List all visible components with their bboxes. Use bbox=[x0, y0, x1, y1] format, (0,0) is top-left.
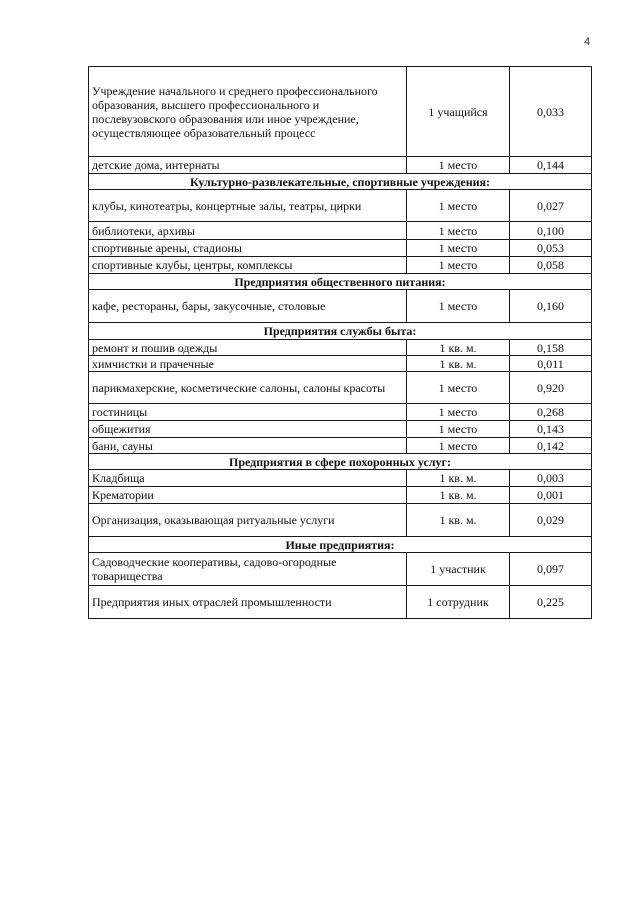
norm-value-cell: 0,143 bbox=[510, 421, 592, 438]
unit-cell: 1 участник bbox=[407, 553, 510, 586]
table-row bbox=[89, 240, 592, 257]
unit-cell: 1 кв. м. bbox=[407, 504, 510, 537]
table-row bbox=[89, 190, 592, 222]
facility-name-cell: кафе, рестораны, бары, закусочные, столовые bbox=[89, 290, 407, 323]
section-title: Культурно-развлекательные, спортивные учреждения: bbox=[89, 174, 592, 190]
table-row bbox=[89, 290, 592, 323]
facility-name-cell: Крематории bbox=[89, 487, 407, 504]
unit-cell: 1 место bbox=[407, 190, 510, 222]
table-row bbox=[89, 67, 592, 157]
page-number: 4 bbox=[584, 36, 591, 48]
table-row bbox=[89, 586, 592, 619]
norms-table bbox=[88, 66, 592, 619]
facility-name-cell: спортивные клубы, центры, комплексы bbox=[89, 257, 407, 274]
norm-value-cell: 0,144 bbox=[510, 157, 592, 174]
facility-name-cell: химчистки и прачечные bbox=[89, 356, 407, 372]
norm-value-cell: 0,058 bbox=[510, 257, 592, 274]
unit-cell: 1 учащийся bbox=[407, 67, 510, 157]
norm-value-cell: 0,142 bbox=[510, 438, 592, 454]
table-row bbox=[89, 421, 592, 438]
facility-name-cell: ремонт и пошив одежды bbox=[89, 340, 407, 356]
table-row bbox=[89, 504, 592, 537]
table-row bbox=[89, 356, 592, 372]
section-title: Предприятия службы быта: bbox=[89, 323, 592, 340]
section-title: Предприятия общественного питания: bbox=[89, 274, 592, 290]
unit-cell: 1 кв. м. bbox=[407, 470, 510, 487]
unit-cell: 1 место bbox=[407, 421, 510, 438]
table-row bbox=[89, 222, 592, 240]
facility-name-cell: клубы, кинотеатры, концертные залы, театры, цирки bbox=[89, 190, 407, 222]
norm-value-cell: 0,097 bbox=[510, 553, 592, 586]
unit-cell: 1 место bbox=[407, 257, 510, 274]
norm-value-cell: 0,027 bbox=[510, 190, 592, 222]
table-row bbox=[89, 404, 592, 421]
unit-cell: 1 место bbox=[407, 290, 510, 323]
norm-value-cell: 0,029 bbox=[510, 504, 592, 537]
unit-cell: 1 кв. м. bbox=[407, 487, 510, 504]
facility-name-cell: Предприятия иных отраслей промышленности bbox=[89, 586, 407, 619]
unit-cell: 1 кв. м. bbox=[407, 340, 510, 356]
facility-name-cell: Кладбища bbox=[89, 470, 407, 487]
facility-name-cell: общежития bbox=[89, 421, 407, 438]
section-header-row bbox=[89, 323, 592, 340]
unit-cell: 1 сотрудник bbox=[407, 586, 510, 619]
facility-name-cell: бани, сауны bbox=[89, 438, 407, 454]
facility-name-cell: Учреждение начального и среднего профессионального образования, высшего профессионального и послевузовского образования или иное учреждение, осуществляющее образовательный процесс bbox=[89, 67, 407, 157]
table-row bbox=[89, 340, 592, 356]
section-header-row bbox=[89, 537, 592, 553]
facility-name-cell: детские дома, интернаты bbox=[89, 157, 407, 174]
norm-value-cell: 0,011 bbox=[510, 356, 592, 372]
norm-value-cell: 0,001 bbox=[510, 487, 592, 504]
facility-name-cell: библиотеки, архивы bbox=[89, 222, 407, 240]
norm-value-cell: 0,158 bbox=[510, 340, 592, 356]
section-header-row bbox=[89, 274, 592, 290]
table-row bbox=[89, 438, 592, 454]
table-row bbox=[89, 487, 592, 504]
table-row bbox=[89, 157, 592, 174]
unit-cell: 1 место bbox=[407, 372, 510, 404]
norm-value-cell: 0,100 bbox=[510, 222, 592, 240]
norm-value-cell: 0,160 bbox=[510, 290, 592, 323]
section-title: Иные предприятия: bbox=[89, 537, 592, 553]
facility-name-cell: Организация, оказывающая ритуальные услуги bbox=[89, 504, 407, 537]
section-header-row bbox=[89, 174, 592, 190]
table-row bbox=[89, 257, 592, 274]
norm-value-cell: 0,053 bbox=[510, 240, 592, 257]
norm-value-cell: 0,920 bbox=[510, 372, 592, 404]
norm-value-cell: 0,003 bbox=[510, 470, 592, 487]
facility-name-cell: спортивные арены, стадионы bbox=[89, 240, 407, 257]
norm-value-cell: 0,225 bbox=[510, 586, 592, 619]
table-row bbox=[89, 372, 592, 404]
table-row bbox=[89, 470, 592, 487]
unit-cell: 1 место bbox=[407, 404, 510, 421]
facility-name-cell: Садоводческие кооперативы, садово-огородные товарищества bbox=[89, 553, 407, 586]
facility-name-cell: парикмахерские, косметические салоны, салоны красоты bbox=[89, 372, 407, 404]
unit-cell: 1 место bbox=[407, 240, 510, 257]
unit-cell: 1 место bbox=[407, 438, 510, 454]
unit-cell: 1 место bbox=[407, 222, 510, 240]
table-row bbox=[89, 553, 592, 586]
norm-value-cell: 0,033 bbox=[510, 67, 592, 157]
unit-cell: 1 место bbox=[407, 157, 510, 174]
section-title: Предприятия в сфере похоронных услуг: bbox=[89, 454, 592, 470]
section-header-row bbox=[89, 454, 592, 470]
norm-value-cell: 0,268 bbox=[510, 404, 592, 421]
unit-cell: 1 кв. м. bbox=[407, 356, 510, 372]
facility-name-cell: гостиницы bbox=[89, 404, 407, 421]
